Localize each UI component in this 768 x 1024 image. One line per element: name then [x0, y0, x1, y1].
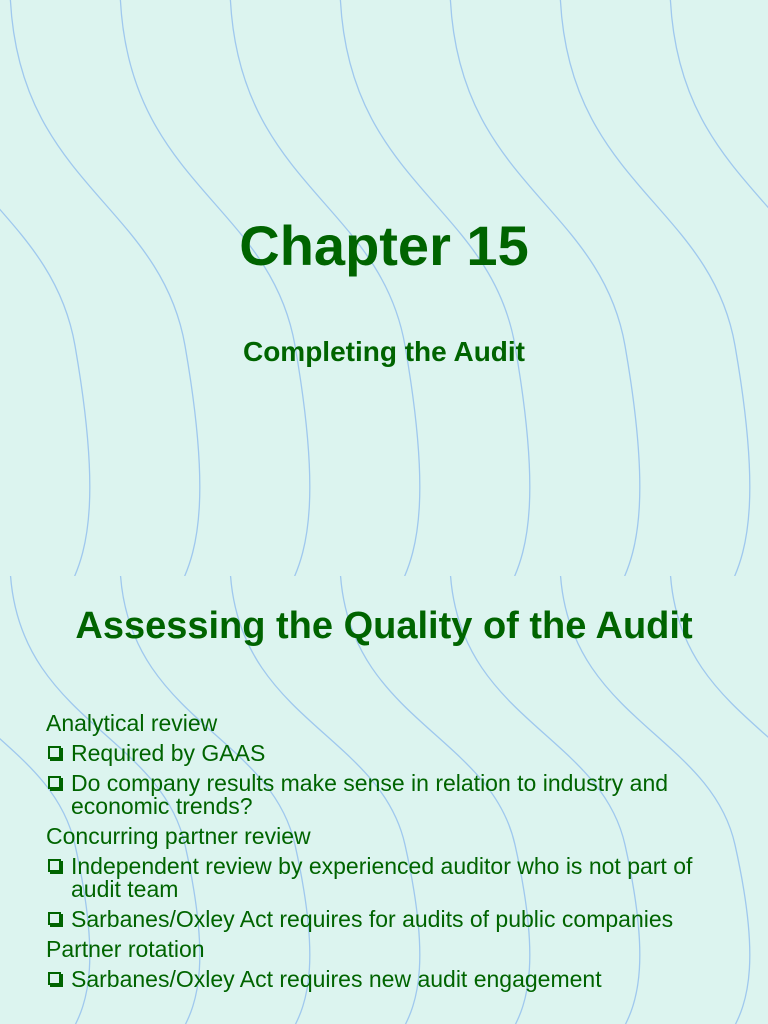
chapter-title: Chapter 15: [239, 214, 529, 277]
bullet-text: Do company results make sense in relation to industry and economic trends?: [71, 770, 669, 819]
bullet-item: [46, 968, 746, 991]
wave-line: [230, 0, 420, 576]
checkbox-bullet-icon: [48, 859, 61, 872]
slide-heading: Assessing the Quality of the Audit: [75, 605, 693, 647]
checkbox-bullet-icon: [48, 776, 61, 789]
checkbox-bullet-icon: [48, 912, 61, 925]
section-heading: Concurring partner review: [46, 823, 311, 849]
bullet-item: [46, 908, 746, 931]
checkbox-bullet-icon: [48, 746, 61, 759]
bullet-text: Sarbanes/Oxley Act requires new audit engagement: [71, 966, 602, 992]
section-heading: Analytical review: [46, 710, 218, 736]
wave-line: [10, 0, 200, 576]
chapter-subtitle: Completing the Audit: [242, 336, 526, 367]
bullet-item: [46, 742, 746, 765]
wave-line: [670, 0, 768, 576]
bullet-text: Required by GAAS: [71, 740, 266, 766]
wave-line: [0, 0, 90, 576]
bullet-text: Sarbanes/Oxley Act requires for audits of public companies: [71, 906, 674, 932]
slide-content: [0, 576, 768, 1024]
bullet-item: [46, 855, 746, 901]
bullet-list: [46, 712, 746, 998]
bullet-item: [46, 772, 746, 818]
wave-line: [340, 0, 530, 576]
wave-line: [120, 0, 310, 576]
wave-line: [560, 0, 750, 576]
section-heading: Partner rotation: [46, 936, 205, 962]
checkbox-bullet-icon: [48, 972, 61, 985]
bullet-text: Independent review by experienced auditor who is not part of audit team: [71, 853, 693, 902]
wave-line: [450, 0, 640, 576]
